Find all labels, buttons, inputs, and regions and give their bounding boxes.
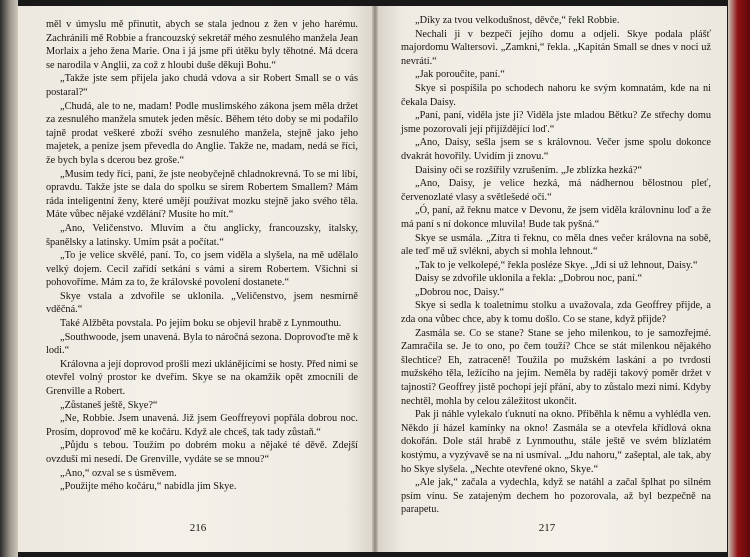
paragraph: Nechali ji v bezpečí jejího domu a odjeli. Skye podala plášť majordomu Waltersovi. „Zamkni,“ řekla. „Kapitán Small se dnes v noci už nevrátí.“ xyxy=(401,28,711,67)
left-page-text xyxy=(46,18,358,494)
paragraph: „Ano, Veličenstvo. Mluvím a čtu anglicky, francouzsky, italsky, španělsky a latinsky. Umím psát a počítat.“ xyxy=(46,222,358,248)
right-cover-edge xyxy=(728,0,750,557)
right-page xyxy=(375,6,727,552)
paragraph: Také Alžběta povstala. Po jejím boku se objevil hrabě z Lynmouthu. xyxy=(60,318,342,330)
paragraph: „Díky za tvou velkodušnost, děvče,“ řekl Robbie. xyxy=(415,15,620,26)
paragraph: „Zůstaneš ještě, Skye?“ xyxy=(60,399,158,411)
paragraph: Skye si pospíšila po schodech nahoru ke svým komnatám, kde na ni čekala Daisy. xyxy=(401,82,711,108)
paragraph: „Chudá, ale to ne, madam! Podle muslimského zákona jsem měla držet za zesnulého manžela smutek jeden měsíc. Během této doby se mi podařilo tajně prodat veškeré zboží svého zesnulého manžela, stejně jako jeho majetek, a peníze jsem převedla do Anglie. Takže ne, madam, nedá se říci, že bych byla s dcerou bez groše.“ xyxy=(46,100,358,166)
paragraph: „Paní, paní, viděla jste ji? Viděla jste mladou Bětku? Ze střechy domu jsme pozorovali její přijíždějící loď.“ xyxy=(401,110,711,135)
left-page xyxy=(18,6,375,552)
left-page-edges xyxy=(0,0,18,557)
paragraph: Zasmála se. Co se stane? Stane se jeho milenkou, to je samozřejmé. Zamračila se. Je to ono, po čem touží? Chce se stát milenkou nějakého šlechtice? Eh, zatraceně! Toužila po mužském laskání a po tvrdosti mužského těla, ležícího na jejím. Neměla by raději takový poměr držet v tajnosti? Geoffrey jistě pochopí její přání, aby to zůstalo mezi nimi. Kdyby nechtěl, mohla by celou záležitost ukončit. xyxy=(401,327,711,407)
paragraph: „Ó, paní, až řeknu matce v Devonu, že jsem viděla královninu loď a že má paní s ní dokonce mluvila! Bude tak pyšná.“ xyxy=(401,205,711,230)
paragraph: „Ano, Daisy, sešla jsem se s královnou. Večer jsme spolu dokonce dvakrát hovořily. Uvidím ji znovu.“ xyxy=(401,137,711,162)
paragraph: Daisiny oči se rozšířily vzrušením. „Je zblízka hezká?“ xyxy=(415,164,643,176)
paragraph: Pak ji náhle vylekalo ťuknutí na okno. Přiběhla k němu a vyhlédla ven. Někdo jí házel kamínky na okno! Zasmála se a otevřela křídlová okna dokořán. Dole stál hrabě z Lynmouthu, stále ještě ve svém blízlatém kostýmu, a vyzývavě se na ni usmíval. „Jdu nahoru,“ zašeptal, ale tak, aby ho Skye slyšela. „Nechte otevřené okno, Skye.“ xyxy=(401,409,711,475)
right-page-text xyxy=(401,14,711,517)
paragraph: „Tak to je velkolepé,“ řekla posléze Skye. „Jdi si už lehnout, Daisy.“ xyxy=(415,259,698,271)
paragraph: „Ano, Daisy, je velice hezká, má nádhernou bělostnou pleť, červenozlaté vlasy a světlešedé oči.“ xyxy=(401,178,711,203)
paragraph: „Musím tedy říci, paní, že jste neobyčejně chladnokrevná. To se mi líbí, opravdu. Takže jste se dala do spolku se sirem Robertem Smallem? Mám ráda inteligentní ženy, které umějí používat mozku stejně jako svého těla. Máte vůbec nějaké vzdělání? Musíte ho mít.“ xyxy=(46,168,358,221)
paragraph: „To je velice skvělé, paní. To, co jsem viděla a slyšela, na mě udělalo velký dojem. Cecil zařídí setkání s vámi a sirem Robertem. Všichni si pohovoříme. Mám za to, že královské povolení dostanete.“ xyxy=(46,250,358,289)
paragraph: „Ne, Robbie. Jsem unavená. Již jsem Geoffreyovi popřála dobrou noc. Prosím, doprovoď mě ke kočáru. Když ale chceš, tak tady zůstaň.“ xyxy=(46,413,358,438)
paragraph: „Ano,“ ozval se s úsměvem. xyxy=(60,467,177,479)
paragraph: „Takže jste sem přijela jako chudá vdova a sir Robert Small se o vás postaral?“ xyxy=(46,73,358,98)
paragraph: Skye vstala a zdvořile se uklonila. „Veličenstvo, jsem nesmírně vděčná.“ xyxy=(46,290,358,316)
paragraph: Skye se usmála. „Zítra ti řeknu, co měla dnes večer královna na sobě, ale teď mě už svlékni, abych si mohla lehnout.“ xyxy=(401,232,711,258)
paragraph: „Ale jak,“ začala a vydechla, když se natáhl a začal šplhat po silném psím vínu. Se zatajeným dechem ho pozorovala, až byl bezpečně na parapetu. xyxy=(401,477,711,516)
page-number-left: 216 xyxy=(189,522,207,534)
page-number-right: 217 xyxy=(538,522,556,534)
paragraph: „Dobrou noc, Daisy.“ xyxy=(415,286,505,298)
paragraph: „Půjdu s tebou. Toužím po dobrém moku a nějaké té děvě. Zdejší ovzduší mi nesedí. De Grenville, vydáte se se mnou?“ xyxy=(46,440,358,465)
paragraph: „Southwoode, jsem unavená. Byla to náročná sezona. Doprovoďte mě k lodi.“ xyxy=(46,331,358,357)
paragraph: Daisy se zdvořile uklonila a řekla: „Dobrou noc, paní.“ xyxy=(415,273,643,285)
book-gutter xyxy=(372,6,378,552)
paragraph: měl v úmyslu mě přinutit, abych se stala jednou z žen v jeho harému. Zachránili mě Robbie a francouzský sekretář mého zesnulého manžela Jean Morlaix a jeho žena Marie. Ona i já jsme při útěku byly těhotné. Má dcera se narodila v Anglii, za což z hloubi duše děkuji Bohu.“ xyxy=(46,19,358,71)
paragraph: „Jak poroučíte, paní.“ xyxy=(415,69,505,81)
paragraph: Královna a její doprovod prošli mezi uklánějícími se hosty. Před nimi se otevřel volný prostor ke dveřím. Skye se na okamžik opět zmocnili de Grenville a Robert. xyxy=(46,358,358,398)
paragraph: „Použijte mého kočáru,“ nabídla jim Skye. xyxy=(60,481,237,493)
paragraph: Skye si sedla k toaletnímu stolku a uvažovala, zda Geoffrey přijde, a zda ona vůbec chce, aby k tomu došlo. Co se stane, když přijde? xyxy=(401,300,711,326)
